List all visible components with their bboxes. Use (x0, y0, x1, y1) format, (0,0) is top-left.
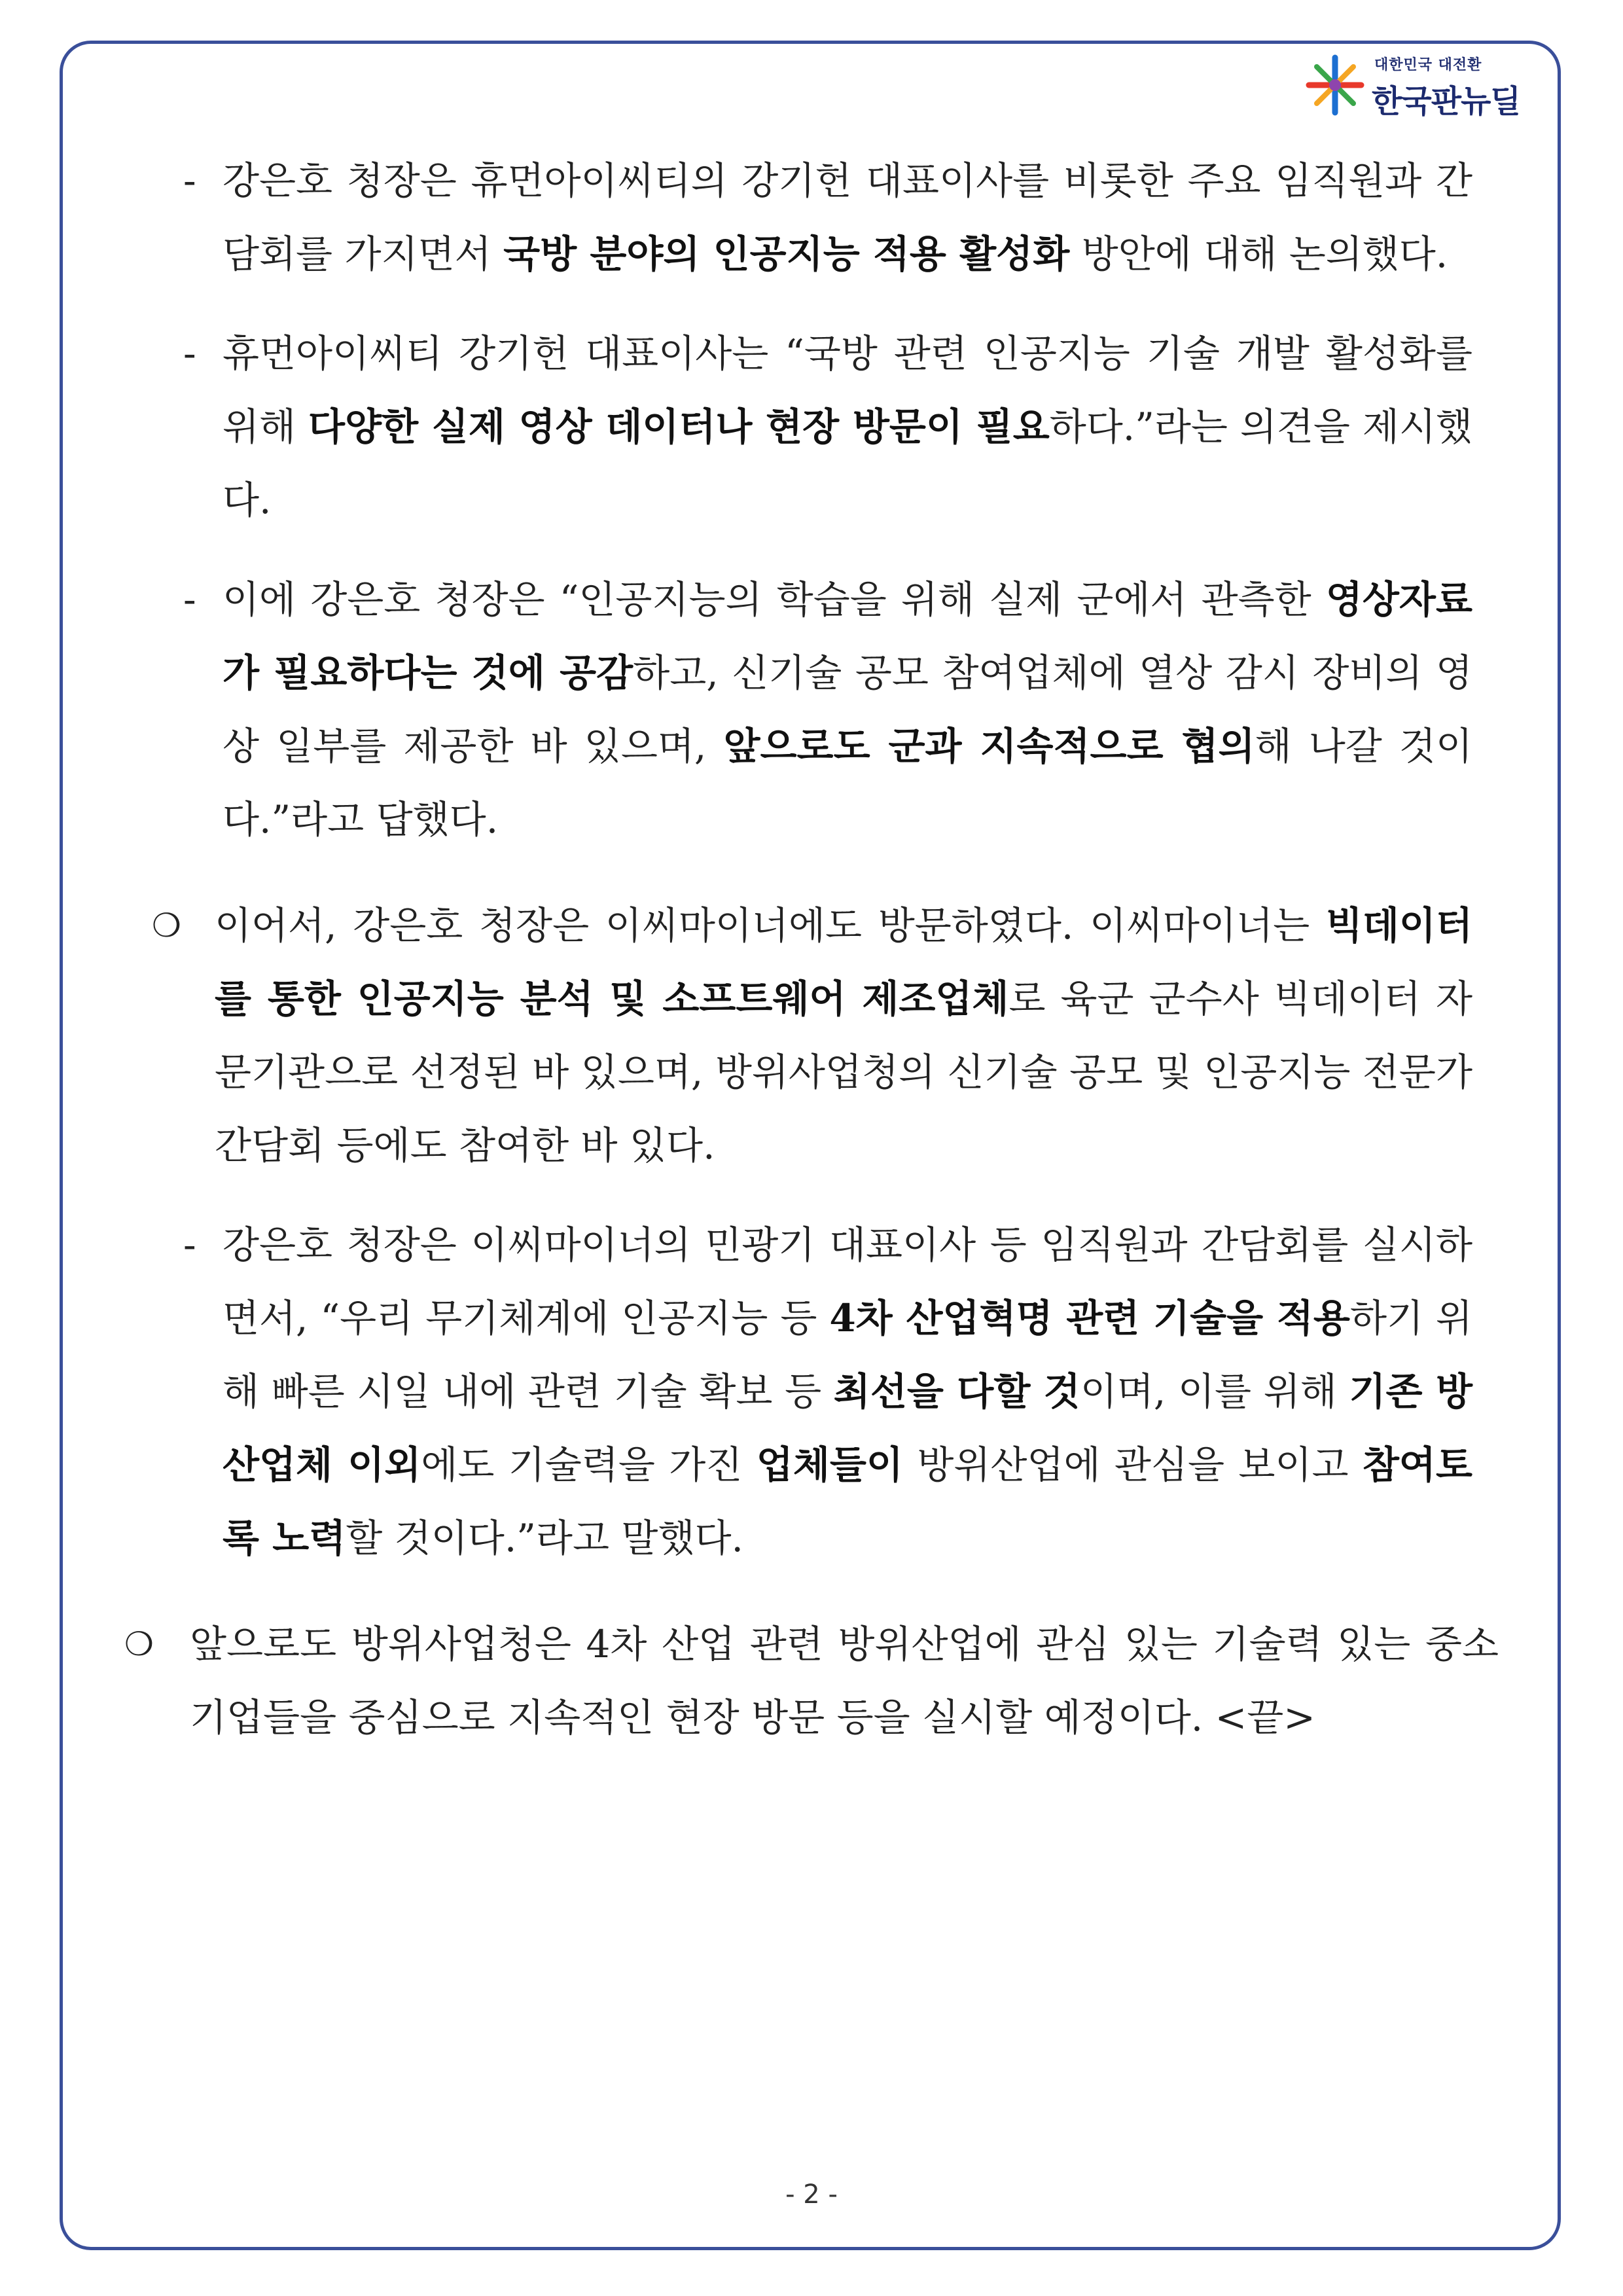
dash-bullet-icon: - (183, 577, 196, 622)
circle-bullet-icon: ❍ (124, 1625, 154, 1663)
body-text: 할 것이다.”라고 말했다. (346, 1516, 743, 1560)
logo-subtitle: 대한민국 대전환 (1374, 57, 1482, 73)
body-text: 로 육군 군수사 빅데이터 자문기관으로 선정된 바 있으며, 방위사업청의 신기술 공모 및 인공지능 전문가 간담회 등에도 참여한 바 있다. (215, 977, 1472, 1168)
emphasized-text: 영상자료가 필요하다는 것에 공감 (223, 577, 1472, 695)
body-text: 해 나갈 것이다.”라고 답했다. (223, 724, 1472, 842)
paragraph-gap (118, 1575, 1499, 1607)
circle-bullet-icon: ❍ (152, 906, 181, 944)
emphasized-text: 기존 방산업체 이외 (223, 1369, 1472, 1487)
dash-bullet-icon: - (183, 1223, 196, 1267)
dash-bullet-icon: - (183, 158, 196, 203)
main-bullet-paragraph (124, 1607, 1499, 1754)
new-deal-logo-icon (1302, 52, 1368, 118)
body-text: 앞으로도 방위사업청은 4차 산업 관련 방위산업에 관심 있는 기술력 있는 중소기업들을 중심으로 지속적인 현장 방문 등을 실시할 예정이다. <끝> (190, 1622, 1499, 1740)
paragraph-gap (118, 856, 1499, 889)
paragraph-gap (118, 1182, 1499, 1208)
body-text: 하기 위해 빠른 시일 내에 관련 기술 확보 등 (223, 1296, 1472, 1414)
body-text: 방위산업에 관심을 보이고 (902, 1443, 1363, 1487)
body-text: 이에 강은호 청장은 “인공지능의 학습을 위해 실제 군에서 관측한 (223, 577, 1326, 622)
body-text: 하고, 신기술 공모 참여업체에 열상 감시 장비의 영상 일부를 제공한 바 있으며, (223, 651, 1472, 768)
emphasized-text: 업체들이 (756, 1443, 903, 1487)
body-text: 방안에 대해 논의했다. (1069, 232, 1448, 276)
main-bullet-paragraph (152, 889, 1472, 1182)
sub-bullet-paragraph (183, 317, 1472, 537)
emphasized-text: 4차 산업혁명 관련 기술을 적용 (829, 1296, 1350, 1340)
paragraph-gap (118, 291, 1499, 317)
emphasized-text: 앞으로도 군과 지속적으로 협의 (723, 724, 1255, 768)
body-text: 하다.”라는 의견을 제시했다. (223, 404, 1472, 522)
sub-bullet-paragraph (183, 1208, 1472, 1575)
document-body (118, 144, 1499, 1754)
sub-bullet-paragraph (183, 144, 1472, 291)
paragraph-gap (118, 537, 1499, 563)
emphasized-text: 다양한 실제 영상 데이터나 현장 방문이 필요 (308, 404, 1050, 449)
emphasized-text: 국방 분야의 인공지능 적용 활성화 (503, 232, 1070, 276)
body-text: 에도 기술력을 가진 (421, 1443, 757, 1487)
body-text: 강은호 청장은 이씨마이너의 민광기 대표이사 등 임직원과 간담회를 실시하면서, “우리 무기체계에 인공지능 등 (223, 1223, 1472, 1340)
body-text: 강은호 청장은 휴먼아이씨티의 강기헌 대표이사를 비롯한 주요 임직원과 간담회를 가지면서 (223, 158, 1472, 276)
page-number: - 2 - (785, 2179, 838, 2210)
emphasized-text: 빅데이터를 통한 인공지능 분석 및 소프트웨어 제조업체 (215, 903, 1472, 1021)
sub-bullet-paragraph (183, 563, 1472, 856)
dash-bullet-icon: - (183, 331, 196, 376)
korean-new-deal-logo (1302, 52, 1518, 118)
emphasized-text: 최선을 다할 것 (833, 1369, 1080, 1414)
body-text: 휴먼아이씨티 강기헌 대표이사는 “국방 관련 인공지능 기술 개발 활성화를 위해 (223, 331, 1472, 449)
body-text: 이며, 이를 위해 (1080, 1369, 1349, 1414)
emphasized-text: 참여토록 노력 (223, 1443, 1472, 1560)
logo-title: 한국판뉴딜 (1372, 83, 1520, 120)
body-text: 이어서, 강은호 청장은 이씨마이너에도 방문하였다. 이씨마이너는 (215, 903, 1326, 948)
